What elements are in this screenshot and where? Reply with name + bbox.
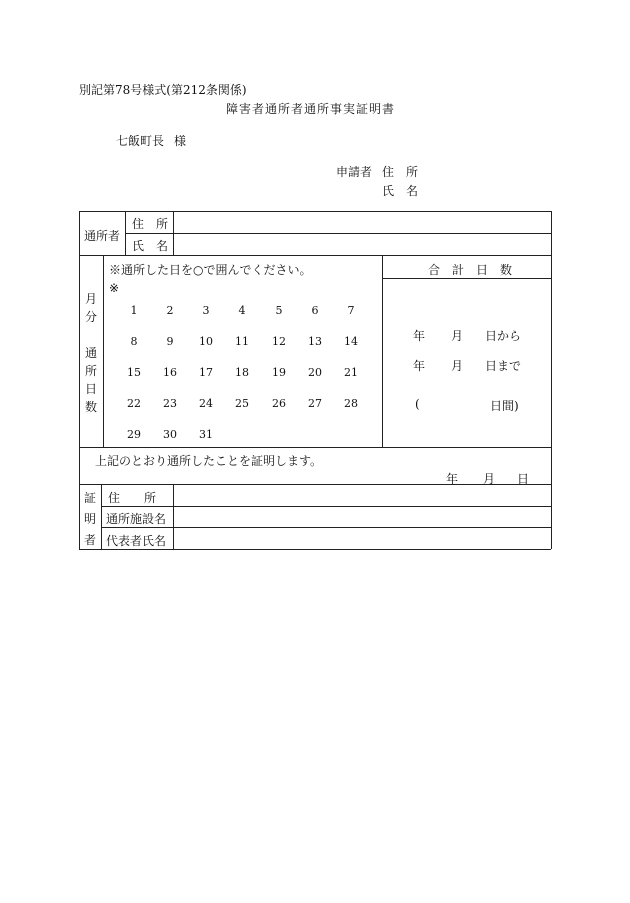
attendee-address-field[interactable] <box>176 213 548 231</box>
calendar-day[interactable]: 28 <box>344 397 358 410</box>
attendee-name-label: 氏 名 <box>132 239 169 253</box>
calendar-day[interactable]: 5 <box>275 304 283 317</box>
to-year-label: 年 <box>413 359 426 373</box>
calendar-day[interactable]: 10 <box>199 335 213 348</box>
applicant-label: 申請者 <box>336 165 373 179</box>
representative-name-field[interactable] <box>176 529 548 547</box>
calendar-day[interactable]: 12 <box>272 335 286 348</box>
calendar-day[interactable]: 18 <box>235 366 249 379</box>
attendance-label-char: 数 <box>84 400 97 414</box>
representative-name-label: 代表者氏名 <box>106 534 167 548</box>
calendar-day[interactable]: 16 <box>163 366 177 379</box>
facility-name-field[interactable] <box>176 508 548 525</box>
calendar-day[interactable]: 17 <box>199 366 213 379</box>
form-label: 別記第78号様式(第212条関係) <box>79 83 247 97</box>
applicant-name-label: 氏 名 <box>382 184 419 198</box>
calendar-day[interactable]: 21 <box>344 366 358 379</box>
addressee-suffix: 様 <box>174 134 187 148</box>
attendance-label-char: 通 <box>84 346 97 360</box>
calendar-day[interactable]: 3 <box>202 304 210 317</box>
calendar-day[interactable]: 1 <box>130 304 138 317</box>
certifier-label-char: 明 <box>83 512 96 526</box>
from-month-label: 月 <box>451 329 464 343</box>
attendee-address-label: 住 所 <box>132 217 169 231</box>
certifier-address-label: 住 所 <box>108 491 157 505</box>
calendar-day[interactable]: 4 <box>238 304 246 317</box>
calendar-day[interactable]: 20 <box>308 366 322 379</box>
to-day-label: 日まで <box>485 359 522 373</box>
from-day-label: 日から <box>485 329 522 343</box>
cert-date-day: 日 <box>517 472 530 486</box>
certifier-label-char: 証 <box>83 491 96 505</box>
certifier-address-field[interactable] <box>176 486 548 504</box>
calendar-day[interactable]: 8 <box>130 335 138 348</box>
attendance-label-char: 所 <box>84 364 97 378</box>
calendar-day[interactable]: 13 <box>308 335 322 348</box>
total-days-header: 合 計 日 数 <box>428 263 513 277</box>
note-mark: ※ <box>109 281 120 295</box>
calendar-day[interactable]: 30 <box>163 428 177 441</box>
certification-statement: 上記のとおり通所したことを証明します。 <box>95 454 323 468</box>
certifier-label <box>82 488 98 551</box>
calendar-day[interactable]: 22 <box>127 397 141 410</box>
month-label-char: 分 <box>84 310 97 324</box>
calendar-day[interactable]: 26 <box>272 397 286 410</box>
addressee-name: 七飯町長 <box>116 134 165 148</box>
attendee-label: 通所者 <box>84 229 121 243</box>
attendance-days-label <box>83 344 99 416</box>
calendar-day[interactable]: 31 <box>199 428 213 441</box>
cert-date-month: 月 <box>483 472 496 486</box>
document-title: 障害者通所者通所事実証明書 <box>226 102 396 116</box>
calendar-day[interactable]: 14 <box>344 335 358 348</box>
cert-date-year: 年 <box>446 472 459 486</box>
calendar-day[interactable]: 15 <box>127 366 141 379</box>
circle-instruction: ※通所した日を○で囲んでください。 <box>109 263 312 277</box>
calendar-day[interactable]: 29 <box>127 428 141 441</box>
facility-name-label: 通所施設名 <box>106 512 167 526</box>
calendar-day[interactable]: 25 <box>235 397 249 410</box>
paren-open: ( <box>415 397 420 411</box>
calendar-day[interactable]: 6 <box>311 304 319 317</box>
from-year-label: 年 <box>413 329 426 343</box>
calendar-day[interactable]: 9 <box>166 335 174 348</box>
calendar-day[interactable]: 2 <box>166 304 174 317</box>
month-label <box>83 290 99 326</box>
calendar-day[interactable]: 11 <box>235 335 249 348</box>
calendar-day[interactable]: 27 <box>308 397 322 410</box>
calendar-day[interactable]: 24 <box>199 397 213 410</box>
certifier-label-char: 者 <box>83 533 96 547</box>
calendar-day[interactable]: 23 <box>163 397 177 410</box>
calendar-day[interactable]: 19 <box>272 366 286 379</box>
to-month-label: 月 <box>451 359 464 373</box>
attendee-name-field[interactable] <box>176 235 548 253</box>
applicant-address-label: 住 所 <box>382 165 419 179</box>
month-label-char: 月 <box>84 292 97 306</box>
attendance-label-char: 日 <box>84 382 97 396</box>
calendar-day[interactable]: 7 <box>347 304 355 317</box>
days-total-label: 日間) <box>490 399 519 413</box>
